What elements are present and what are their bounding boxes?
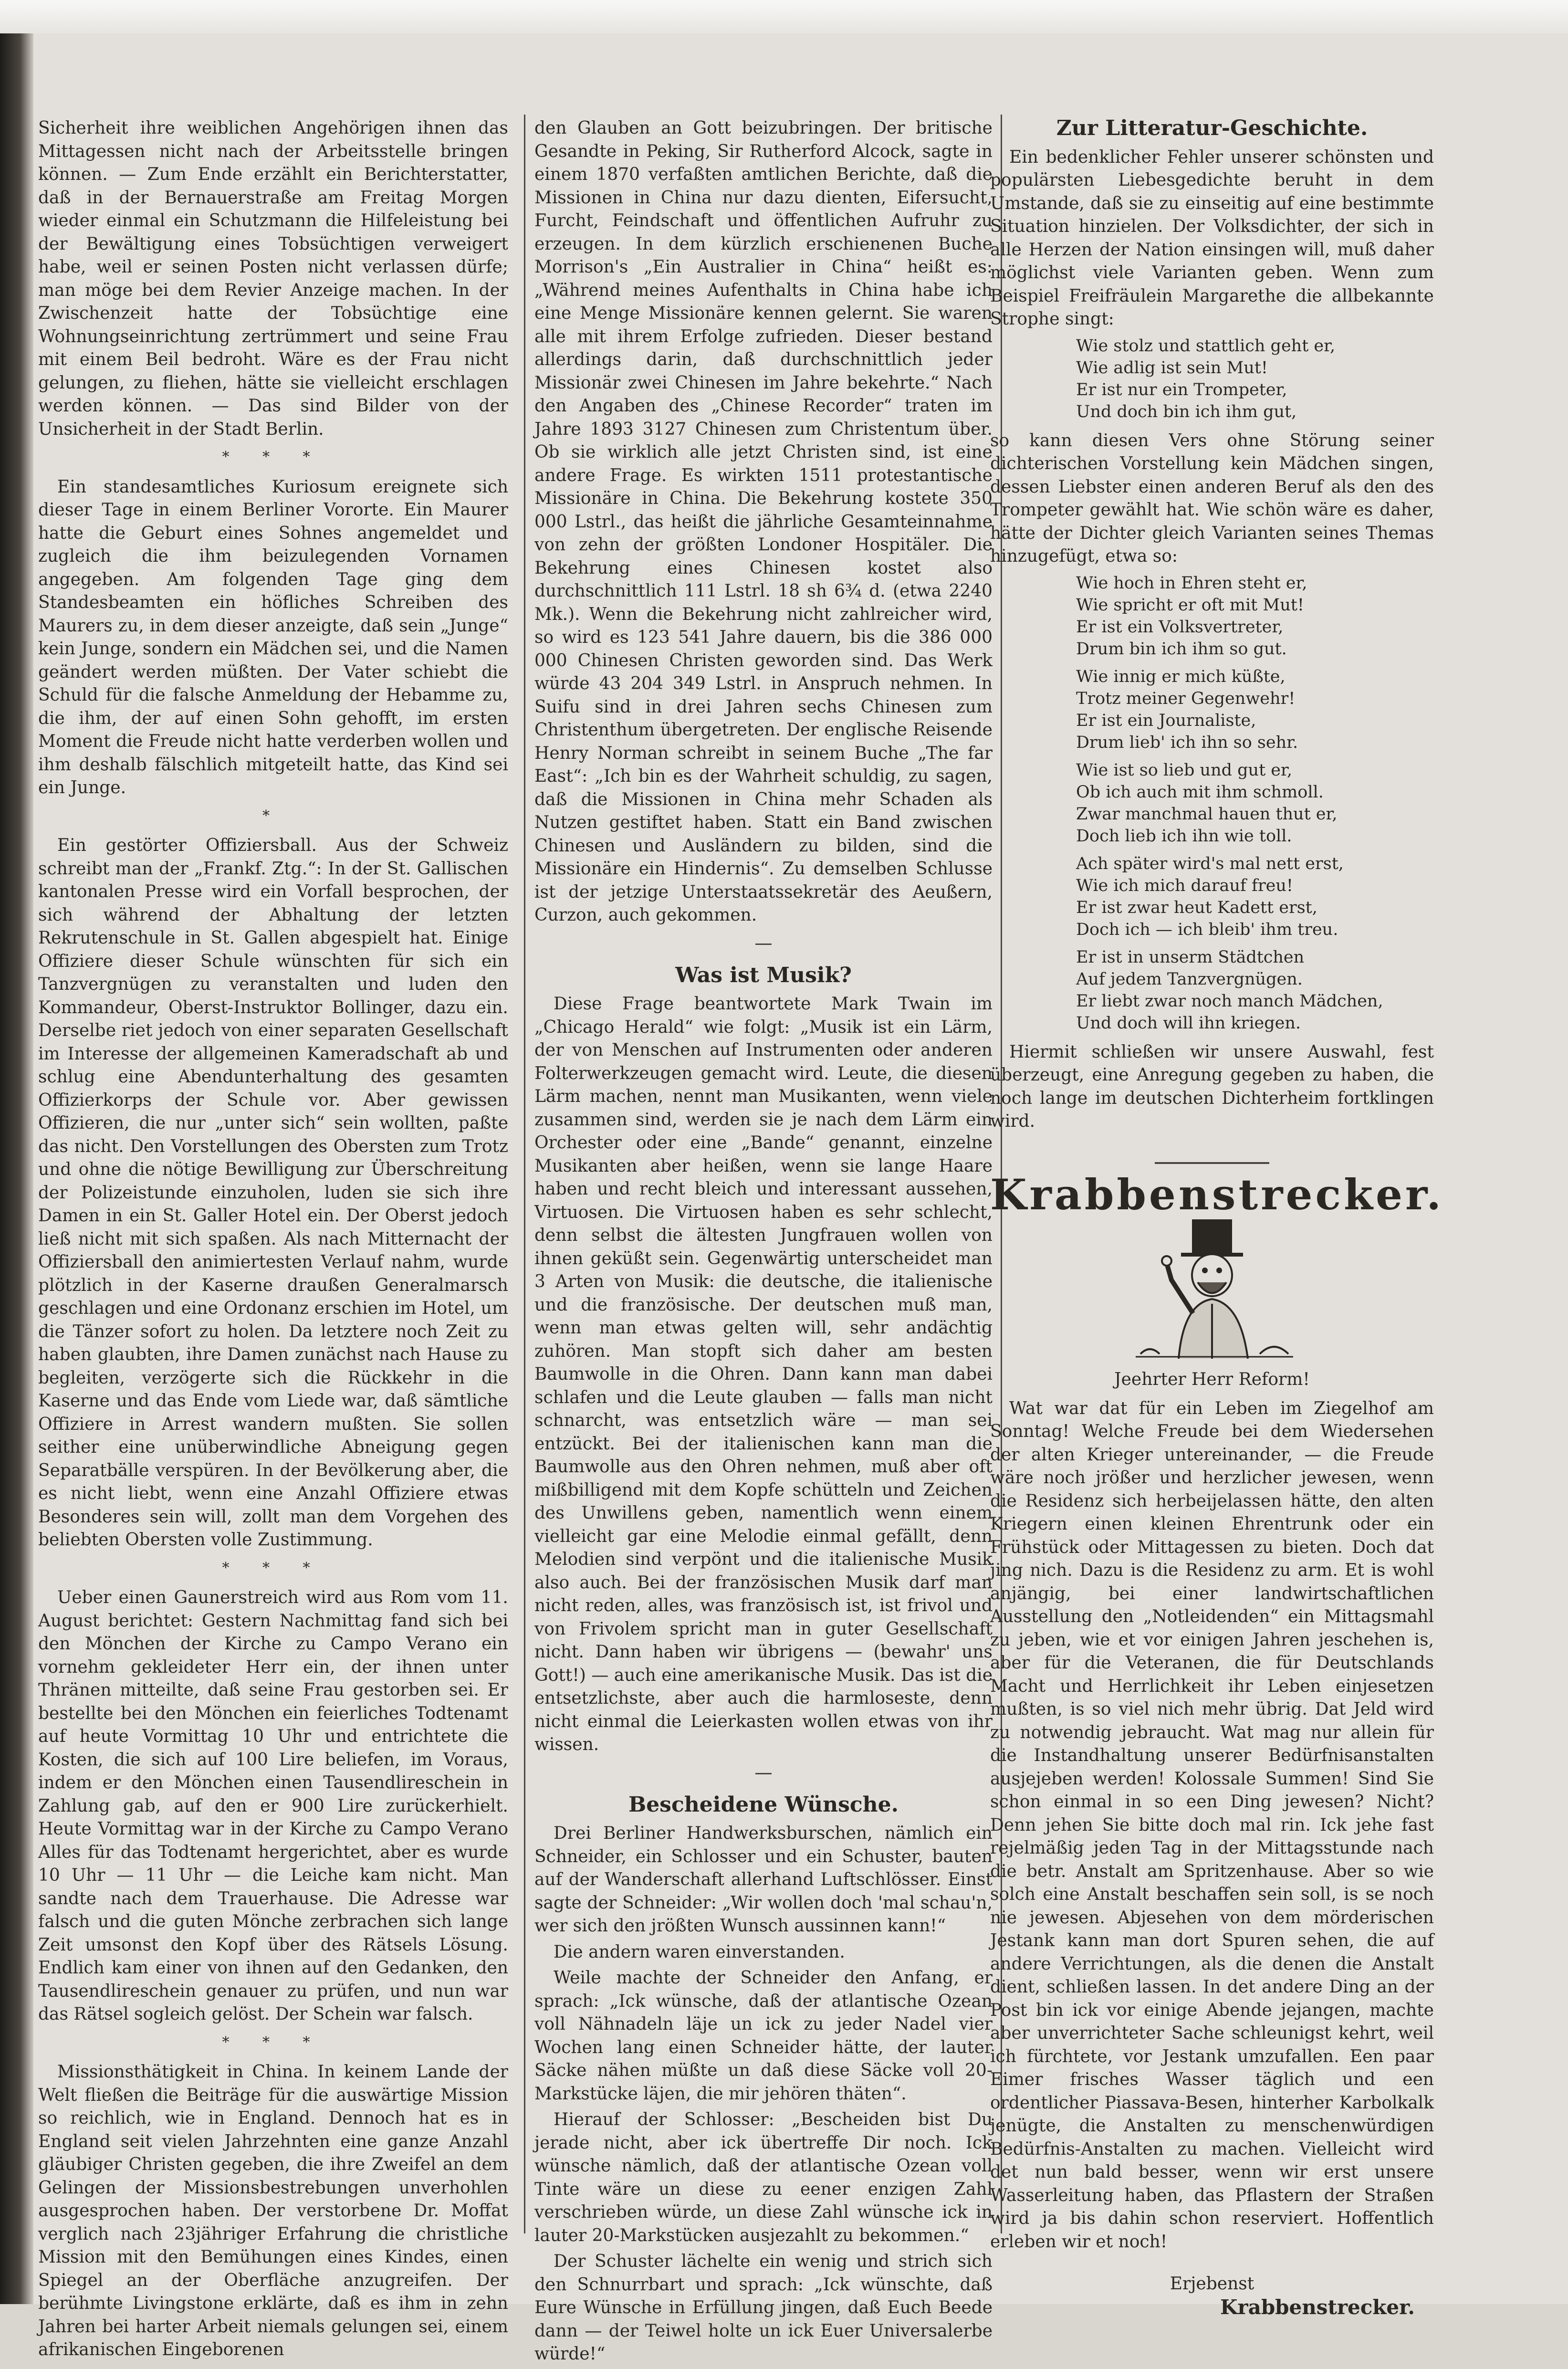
poem-line: Drum lieb' ich ihn so sehr.: [1076, 733, 1298, 752]
poem-line: Und doch bin ich ihm gut,: [1076, 402, 1297, 421]
article-paragraph: so kann diesen Vers ohne Störung seiner dichterischen Vorstellung kein Mädchen singen, dessen Liebster einen anderen Beruf als den des Trompeter gewählt hat. Wie schön wäre es daher, hätte der Dichter gleich Varianten seines Themas hinzugefügt, etwa so:: [990, 430, 1434, 566]
poem-line: Wie adlig ist sein Mut!: [1076, 358, 1268, 377]
gentleman-illustration: [1121, 1216, 1303, 1359]
poem-line: Ob ich auch mit ihm schmoll.: [1076, 782, 1324, 802]
section-separator: *: [262, 807, 284, 824]
scan-edge-top: [0, 0, 1568, 33]
article-paragraph: den Glauben an Gott beizubringen. Der britische Gesandte in Peking, Sir Rutherford Alcock, sagte in einem 1870 verfaßten amtlichen Berichte, daß die Missionen in China nur dazu dienten, Eifersucht, Furcht, Feindschaft und öffentlichen Aufruhr zu erzeugen. In dem kürzlich erschienenen Buche Morrison's „Ein Australier in China“ heißt es: „Während meines Aufenthalts in China habe ich eine Menge Missionäre kennen gelernt. Sie waren alle mit ihrem Erfolge zufrieden. Dieser bestand allerdings darin, daß durchschnittlich jeder Missionär zwei Chinesen im Jahre bekehrte.“ Nach den Angaben des „Chinese Recorder“ traten im Jahre 1893 3127 Chinesen zum Christentum über. Ob sie wirklich alle jetzt Christen sind, ist eine andere Frage. Es wirkten 1511 protestantische Missionäre in China. Die Bekehrung kostete 350 000 Lstrl., das heißt die jährliche Gesamteinnahme von zehn der größten Londoner Hospitäler. Die Bekehrung eines Chinesen kostet also durchschnittlich 111 Lstrl. 18 sh 6¾ d. (etwa 2240 Mk.). Wenn die Bekehrung nicht zahlreicher wird, so wird es 123 541 Jahre dauern, bis die 386 000 000 Chinesen Christen geworden sind. Das Werk würde 43 204 349 Lstrl. in Anspruch nehmen. In Suifu sind in drei Jahren sechs Chinesen zum Christenthum übergetreten. Der englische Reisende Henry Norman schreibt in seinem Buche „The far East“: „Ich bin es der Wahrheit schuldig, zu sagen, daß die Missionen in China mehr Schaden als Nutzen gestiftet haben. Statt ein Band zwischen Chinesen und Ausländern zu bilden, sind die Missionäre ein Hindernis“. Zu demselben Schlusse ist der jetzige Unterstaatssekretär des Aeußern, Curzon, auch gekommen.: [534, 118, 993, 925]
article-paragraph: Drei Berliner Handwerksburschen, nämlich ein Schneider, ein Schlosser und ein Schuster, bauten auf der Wanderschaft allerhand Luftschlösser. Einst sagte der Schneider: „Wir wollen doch 'mal schau'n, wer sich den jrößten Wunsch aussinnen kann!“: [534, 1824, 993, 1936]
article-paragraph: Sicherheit ihre weiblichen Angehörigen ihnen das Mittagessen nicht nach der Arbeitsstelle bringen können. — Zum Ende erzählt ein Berichterstatter, daß in der Bernauerstraße am Freitag Morgen wieder einmal ein Schutzmann die Hilfeleistung bei der Bewältigung eines Tobsüchtigen verweigert habe, weil er seinen Posten nicht verlassen dürfe; man möge bei dem Revier Anzeige machen. In der Zwischenzeit hatte der Tobsüchtige eine Wohnungseinrichtung zertrümmert und seine Frau mit einem Beil bedroht. Wäre es der Frau nicht gelungen, zu fliehen, hätte sie vielleicht erschlagen werden können. — Das sind Bilder von der Unsicherheit in der Stadt Berlin.: [38, 118, 508, 439]
article-heading: Zur Litteratur-Geschichte.: [1056, 116, 1368, 140]
poem: [1076, 335, 1434, 423]
letter-signature: Krabbenstrecker.: [1220, 2295, 1415, 2319]
article-paragraph: Ein bedenklicher Fehler unserer schönsten und populärsten Liebesgedichte beruht in dem Umstande, daß sie zu einseitig auf eine bestimmte Situation hinzielen. Der Volksdichter, der sich in alle Herzen der Nation einsingen will, muß daher möglichst viele Varianten geben. Wenn zum Beispiel Freifräulein Margarethe die allbekannte Strophe singt:: [990, 147, 1434, 329]
poem-line: Wie ich mich darauf freu!: [1076, 876, 1293, 895]
poem-stanza: [1076, 946, 1434, 1034]
poem-line: Er ist nur ein Trompeter,: [1076, 380, 1287, 399]
poem-line: Er ist ein Volksvertreter,: [1076, 617, 1284, 637]
article-heading: Was ist Musik?: [675, 963, 852, 987]
article-paragraph: Der Schuster lächelte ein wenig und strich sich den Schnurrbart und sprach: „Ick wünschte, daß Eure Wünsche in Erfüllung jingen, daß Euch Beede dann — der Teiwel holte un ick Euer Universalerbe würde!“: [534, 2252, 993, 2364]
column-left: [38, 117, 508, 2365]
article-paragraph: Hiermit schließen wir unsere Auswahl, fest überzeugt, eine Anregung gegeben zu haben, die noch lange im deutschen Dichterheim fortklingen wird.: [990, 1042, 1434, 1131]
letter-salutation: Jeehrter Herr Reform!: [1114, 1370, 1310, 1389]
poem-line: Wie ist so lieb und gut er,: [1076, 760, 1293, 780]
poem-line: Und doch will ihn kriegen.: [1076, 1013, 1301, 1033]
column-middle: [534, 117, 993, 2369]
article-paragraph: Ein standesamtliches Kuriosum ereignete sich dieser Tage in einem Berliner Vororte. Ein Maurer hatte die Geburt eines Sohnes angemeldet und zugleich die ihm beizulegenden Vornamen angegeben. Am folgenden Tage ging dem Standesbeamten ein höfliches Schreiben des Maurers zu, in dem dieser anzeigte, daß sein „Junge“ kein Junge, sondern ein Mädchen sei, und die Namen geändert werden müßten. Der Vater schiebt die Schuld für die falsche Anmeldung der Hebamme zu, die ihm, der auf einen Sohn gehofft, im ersten Moment die Freude nicht hatte verderben wollen und ihm deshalb fälschlich mitgeteilt hatte, das Kind sei ein Junge.: [38, 477, 508, 797]
column-title-krabbenstrecker: Krabbenstrecker.: [990, 1169, 1444, 1219]
poem-stanza: [1076, 759, 1434, 847]
poem-line: Er liebt zwar noch manch Mädchen,: [1076, 991, 1383, 1011]
article-paragraph: Weile machte der Schneider den Anfang, er sprach: „Ick wünsche, daß der atlantische Ozean voll Nähnadeln läje un ick zu jeder Nadel vier Wochen lang einen Schneider hätte, der lauter Säcke nähen müßte un daß diese Säcke voll 20-Markstücke läjen, die mir jehören thäten“.: [534, 1968, 993, 2104]
poem-line: Er ist ein Journaliste,: [1076, 711, 1256, 730]
poem-stanza: [1076, 666, 1434, 754]
section-divider: [755, 1773, 772, 1774]
poem-stanza: [1076, 572, 1434, 660]
letter-signoff: Erjebenst: [1170, 2274, 1254, 2294]
poem-line: Ach später wird's mal nett erst,: [1076, 854, 1344, 873]
section-separator: * * *: [222, 1559, 324, 1576]
poem-line: Doch ich — ich bleib' ihm treu.: [1076, 920, 1338, 939]
article-paragraph: Die andern waren einverstanden.: [554, 1942, 845, 1962]
poem-line: Zwar manchmal hauen thut er,: [1076, 804, 1338, 824]
poem-line: Wie spricht er oft mit Mut!: [1076, 595, 1304, 615]
newspaper-page: [33, 33, 1568, 2364]
poem-variants: [1076, 572, 1434, 1034]
poem-line: Wie innig er mich küßte,: [1076, 667, 1286, 686]
poem-line: Drum bin ich ihm so gut.: [1076, 639, 1287, 659]
column-right: [990, 116, 1444, 2319]
poem-line: Doch lieb ich ihn wie toll.: [1076, 826, 1292, 846]
poem-line: Trotz meiner Gegenwehr!: [1076, 689, 1296, 708]
article-heading: Bescheidene Wünsche.: [628, 1792, 899, 1817]
article-paragraph: Diese Frage beantwortete Mark Twain im „Chicago Herald“ wie folgt: „Musik ist ein Lärm, der von Menschen auf Instrumenten oder anderen Folterwerkzeugen gemacht wird. Leute, die diesen Lärm machen, nennt man Musikanten, wenn viele zusammen sind, werden sie je nach dem Lärm ein Orchester oder eine „Bande“ genannt, einzelne Musikanten aber heißen, wenn sie lange Haare haben und recht bleich und interessant aussehen, Virtuosen. Die Virtuosen haben es sehr schlecht, denn selbst die ältesten Jungfrauen wollen von ihnen geküßt sein. Gegenwärtig unterscheidet man 3 Arten von Musik: die deutsche, die italienische und die französische. Der deutschen muß man, wenn man etwas gelten will, sehr andächtig zuhören. Man stopft sich daher am besten Baumwolle in die Ohren. Dann kann man dabei schlafen und die Leute glauben — falls man nicht schnarcht, was entsetzlich wäre — man sei entzückt. Bei der italienischen kann man die Baumwolle aus den Ohren nehmen, muß aber oft mißbilligend mit dem Kopfe schütteln und Zeichen des Unwillens geben, namentlich wenn einem vielleicht gar eine Melodie einmal gefällt, denn Melodien sind verpönt und die italienische Musik also auch. Bei der französischen Musik darf man nicht reden, alles, was französisch ist, ist frivol und von Frivolem spricht man in guter Gesellschaft nicht. Dann haben wir übrigens — (bewahr' uns Gott!) — auch eine amerikanische Musik. Das ist die entsetzlichste, aber auch die harmloseste, denn nicht einmal die Leierkasten wollen etwas von ihr wissen.: [534, 994, 993, 1754]
poem-line: Er ist zwar heut Kadett erst,: [1076, 898, 1317, 917]
poem-stanza: [1076, 853, 1434, 941]
article-paragraph: Ueber einen Gaunerstreich wird aus Rom vom 11. August berichtet: Gestern Nachmittag fand sich bei den Mönchen der Kirche zu Campo Verano ein vornehm gekleideter Herr ein, der ihnen unter Thränen mitteilte, daß seine Frau gestorben sei. Er bestellte bei den Mönchen ein feierliches Todtenamt auf heute Vormittag 10 Uhr und entrichtete die Kosten, die sich auf 100 Lire beliefen, im Voraus, indem er den Mönchen einen Tausendlireschein in Zahlung gab, auf den er 900 Lire zurückerhielt. Heute Vormittag war in der Kirche zu Campo Verano Alles für das Todtenamt hergerichtet, aber es wurde 10 Uhr — 11 Uhr — die Leiche kam nicht. Man sandte nach dem Trauerhause. Die Adresse war falsch und die guten Mönche zerbrachen sich lange Zeit umsonst den Kopf über des Rätsels Lösung. Endlich kam einer von ihnen auf den Gedanken, den Tausendlireschein genauer zu prüfen, und nun war das Rätsel sogleich gelöst. Der Schein war falsch.: [38, 1588, 508, 2024]
column-rule-1: [524, 115, 525, 2233]
poem-line: Wie stolz und stattlich geht er,: [1076, 336, 1336, 356]
poem-line: Auf jedem Tanzvergnügen.: [1076, 969, 1303, 989]
section-divider: [1155, 1162, 1269, 1164]
article-paragraph: Hierauf der Schlosser: „Bescheiden bist Du jerade nicht, aber ick übertreffe Dir noch. Ick wünsche nämlich, daß der atlantische Ozean voll Tinte wäre un diese zu eener enzigen Zahl verschrieben würde, un diese Zahl wünsche ick in lauter 20-Markstücken ausjezahlt zu bekommen.“: [534, 2110, 993, 2245]
poem-line: Er ist in unserm Städtchen: [1076, 947, 1305, 967]
article-paragraph: Wat war dat für ein Leben im Ziegelhof am Sonntag! Welche Freude bei dem Wiedersehen der alten Krieger untereinander, — die Freude wäre noch jrößer und herzlicher jewesen, wenn die Residenz sich herbeijelassen hätte, den alten Kriegern einen kleinen Ehrentrunk oder ein Frühstück oder Mittagessen zu bieten. Doch dat jing nich. Dazu is die Residenz zu arm. Et is wohl anjängig, bei einer landwirtschaftlichen Ausstellung den „Notleidenden“ ein Mittagsmahl zu jeben, wie et vor einigen Jahren jeschehen is, aber für die Veteranen, die für Deutschlands Macht und Herrlichkeit ihr Leben einjesetzen mußten, is so viel nich mehr übrig. Dat Jeld wird zu notwendig jebraucht. Wat mag nur allein für die Instandhaltung unserer Bedürfnisanstalten ausjejeben werden! Kolossale Summen! Sind Sie schon einmal in so een Ding jewesen? Nicht? Denn jehen Sie bitte doch mal rin. Ick jehe fast rejelmäßig jeden Tag in der Mittagsstunde nach die betr. Anstalt am Spritzenhause. Aber so wie solch eine Anstalt beschaffen sein soll, is se noch nie jewesen. Abjesehen von dem mörderischen Jestank kann man dort Spuren sehen, die auf andere Verrichtungen, als die denen die Anstalt dient, schließen lassen. In det andere Ding an der Post bin ick vor einige Abende jejangen, machte aber unverrichteter Sache schleunigst kehrt, weil ich fürchtete, vor Jestank umzufallen. Een paar Eimer frisches Wasser täglich und een ordentlicher Piassava-Besen, hinterher Karbolkalk jenügte, die Anstalten zu menschenwürdigen Bedürfnis-Anstalten zu machen. Vielleicht wird det nun bald besser, wenn wir erst unsere Wasserleitung haben, das Pflastern der Straßen wird ja bis dahin schon reserviert. Hoffentlich erleben wir et noch!: [990, 1398, 1434, 2252]
section-divider: [755, 943, 772, 945]
poem-line: Wie hoch in Ehren steht er,: [1076, 573, 1307, 593]
scan-edge-left: [0, 0, 33, 2304]
section-separator: * * *: [222, 2034, 324, 2051]
article-paragraph: Ein gestörter Offiziersball. Aus der Schweiz schreibt man der „Frankf. Ztg.“: In der St. Gallischen kantonalen Presse wird ein Vorfall besprochen, der sich während der Abhaltung der letzten Rekrutenschule in St. Gallen abgespielt hat. Einige Offiziere dieser Schule wünschten für sich ein Tanzvergnügen zu veranstalten und luden den Kommandeur, Oberst-Instruktor Bollinger, dazu ein. Derselbe riet jedoch von einer separaten Gesellschaft im Interesse der allgemeinen Kameradschaft ab und schlug eine Abendunterhaltung des gesamten Offizierkorps der Schule vor. Aber gewissen Offizieren, die nur „unter sich“ sein wollten, paßte das nicht. Den Vorstellungen des Obersten zum Trotz und ohne die nötige Bewilligung zur Überschreitung der Polizeistunde einzuholen, luden sie sich ihre Damen in ein St. Galler Hotel ein. Der Oberst jedoch ließ nicht mit sich spaßen. Als nach Mitternacht der Offiziersball den animiertesten Verlauf nahm, wurde plötzlich in der Kaserne draußen Generalmarsch geschlagen und eine Ordonanz erschien im Hotel, um die Tänzer sofort zu holen. Da letztere noch Zeit zu haben glaubten, ihre Damen zunächst nach Hause zu begleiten, verzögerte sich die Rückkehr in die Kaserne und das Ende vom Liede war, daß sämtliche Offiziere in Arrest wandern mußten. Sie sollen seither eine unüberwindliche Abneigung gegen Separatbälle verspüren. In der Bevölkerung aber, die es nicht liebt, wenn eine Anzahl Offiziere etwas Besonderes sein will, zollt man dem Vorgehen des beliebten Obersten volle Zustimmung.: [38, 836, 508, 1550]
article-paragraph: Missionsthätigkeit in China. In keinem Lande der Welt fließen die Beiträge für die auswärtige Mission so reichlich, wie in England. Dennoch hat es in England seit vielen Jahrzehnten eine ganze Anzahl gläubiger Christen gegeben, die ihre Zweifel an dem Gelingen der Missionsbestrebungen unverhohlen ausgesprochen haben. Der verstorbene Dr. Moffat verglich nach 23jähriger Erfahrung die christliche Mission mit den Bemühungen eines Kindes, einen Spiegel an der Oberfläche anzugreifen. Der berühmte Livingstone erklärte, daß es ihm in zehn Jahren bei harter Arbeit niemals gelungen sei, einem afrikanischen Eingeborenen: [38, 2062, 508, 2359]
section-separator: * * *: [222, 449, 324, 465]
